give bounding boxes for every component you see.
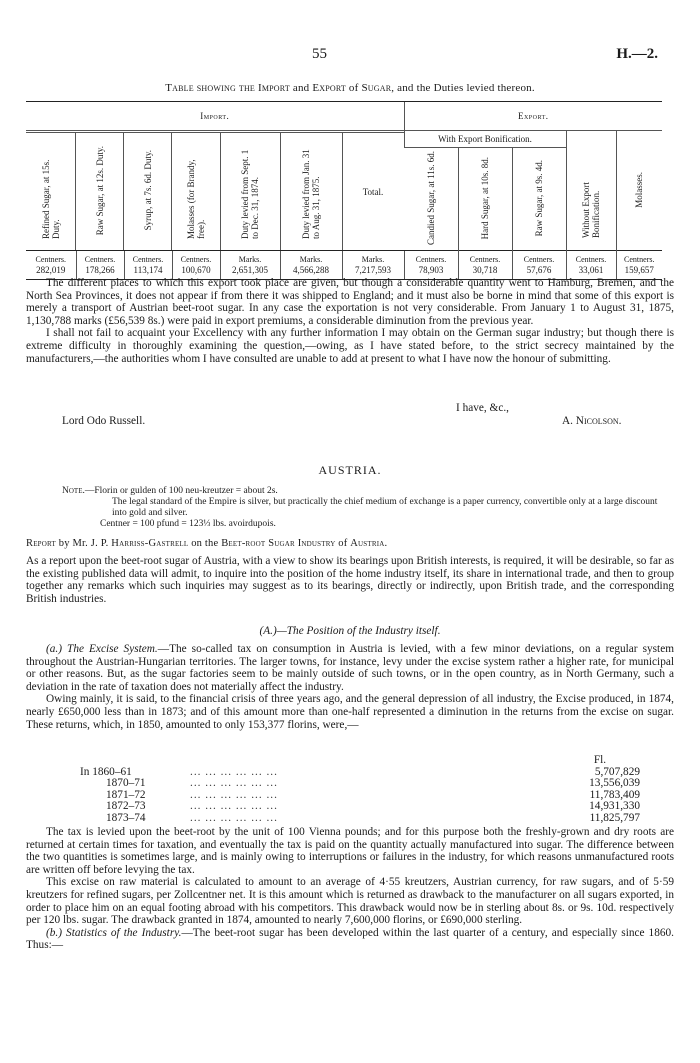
- col-total: Total.: [342, 133, 404, 251]
- body-paragraph: [26, 277, 674, 365]
- paragraph-tax-levied: The tax is levied upon the beet-root by the unit of 100 Vienna pounds; and for this purpose both the freshly-grown and dry roots are returned at certain times for taxation, and eventually the tax is paid on the quantity actually manufactured into sugar. The difference between the two quantities is sometimes large, and is mainly owing to interruptions or failures in the industry, for which reasons unmanufactured roots are written off before levying the tax.: [26, 826, 674, 876]
- note-label: Note.: [62, 486, 85, 496]
- table-cell: Marks. 4,566,288: [280, 251, 342, 280]
- with-bonification-header: With Export Bonification.: [404, 131, 566, 148]
- note-centner: Centner = 100 pfund = 123⅓ lbs. avoirdupois.: [100, 519, 276, 529]
- table-cell: Centners. 57,676: [512, 251, 566, 280]
- caption-rest: , and the Duties levied thereon.: [391, 82, 535, 94]
- table-row: 1872–73 ... ... ... ... ... ... 14,931,330: [106, 800, 640, 813]
- report-title: Report by Mr. J. P. Harriss-Gastrell on the Beet-root Sugar Industry of Austria.: [26, 538, 388, 549]
- col-molasses-brandy: Molasses (for Brandy, free).: [185, 158, 206, 239]
- caption-and: and: [289, 82, 313, 94]
- page-number: 55: [312, 46, 327, 62]
- col-candied-sugar: Candied Sugar, at 11s. 6d.: [425, 150, 436, 246]
- table-cell: Centners. 33,061: [566, 251, 616, 280]
- caption-export: Export: [312, 82, 346, 94]
- table-cell: Centners. 30,718: [458, 251, 512, 280]
- table-row: In 1860–61 ... ... ... ... ... ... 5,707,829: [80, 765, 640, 778]
- caption-text: Table showing the: [165, 82, 258, 94]
- paragraph-export-places: The different places to which this export took place are given, but though a considerable quantity went to Hamburg, Bremen, and the North Sea Provinces, it does not appear if from there it was shipped to England; and it must also be borne in mind that some of this export is merely a transport of Austrian beet-root sugar. In any case the exportation is not very considerable. From January 1 to August 31, 1875, 1,130,788 marks (£56,539 8s.) were paid in export premiums, a considerable diminution from the previous year.: [26, 277, 674, 327]
- import-column-headers: [26, 131, 404, 251]
- table-row: 1870–71 ... ... ... ... ... ... 13,556,039: [106, 777, 640, 790]
- paragraph-statistics: (b.) Statistics of the Industry.—The beet-root sugar has been developed within the last quarter of a century, and especially since 1860. Thus:—: [26, 926, 674, 952]
- table-row: 1871–72 ... ... ... ... ... ... 11,783,409: [106, 788, 640, 801]
- paragraph-drawback: This excise on raw material is calculated to amount to an average of 4·55 kreutzers, Austrian currency, for raw sugars, and of 5·59 kreutzers for refined sugars, per Zollcentner net. It is this amount which is returned as drawback to the manufacturer on all sugars exported, in order to place him on an equal footing abroad with his competitors. This drawback would now be in sterling about 8s. or 9s. 10d. respectively per 120 lbs. sugar. The drawback granted in 1874, amounted to nearly 7,600,000 florins, or £690,000 sterling.: [26, 876, 674, 927]
- table-row: 1873–74 ... ... ... ... ... ... 11,825,797: [106, 811, 640, 824]
- addressee: Lord Odo Russell.: [62, 415, 146, 427]
- table-cell: Marks. 2,651,305: [220, 251, 280, 280]
- col-syrup: Syrup, at 7s. 6d. Duty.: [142, 150, 153, 231]
- col-without-bonification: Without Export Bonification.: [581, 181, 601, 238]
- body-paragraph: [26, 555, 674, 605]
- table-cell: Marks. 7,217,593: [342, 251, 404, 280]
- currency-note: [62, 486, 662, 530]
- caption-sugar: Sugar: [361, 82, 392, 94]
- document-reference: H.—2.: [616, 46, 658, 62]
- body-paragraph: [26, 826, 674, 952]
- paragraph-further-information: I shall not fail to acquaint your Excellency with any further information I may obtain on the German sugar industry; but though there is extreme difficulty in thoroughly examining the question,—owing, as I have stated before, to the strict secrecy maintained by the manufacturers,—the authorities whom I have consulted are unable to add at present to what I have now the honour of submitting.: [26, 327, 674, 365]
- col-refined-sugar: Refined Sugar, at 15s. Duty.: [40, 159, 61, 239]
- table-cell: Centners. 78,903: [404, 251, 458, 280]
- col-duty-1875: Duty levied from Jan. 31 to Aug. 31, 1875.: [301, 148, 322, 239]
- section-heading-austria: AUSTRIA.: [318, 463, 382, 477]
- paragraph-excise-system: (a.) The Excise System.—The so-called tax on consumption in Austria is levied, with a few minor deviations, on a regular system throughout the Austrian-Hungarian territories. The larger towns, for instance, levy under the excise system rather a higher rate, for municipal or other reasons. But, as the sugar factories seem to be mainly outside of such towns, or in the open country, as in North Germany, such a deviation in the rate of taxation does not materially affect the industry.: [26, 643, 674, 693]
- excise-unit: Fl.: [593, 754, 607, 766]
- paragraph-financial-crisis: Owing mainly, it is said, to the financial crisis of three years ago, and the general depression of all industry, the Excise produced, in 1874, nearly £650,000 less than in 1873; and of this amount more than one-half represented a diminution in the returns from the excise on sugar. These returns, which, in 1850, amounted to only 153,377 florins, were,—: [26, 693, 674, 731]
- col-duty-1874: Duty levied from Sept. 1 to Dec. 31, 1874.: [240, 149, 261, 239]
- note-florin: —Florin or gulden of 100 neu-kreutzer = about 2s.: [84, 486, 278, 496]
- export-header: Export.: [404, 102, 662, 131]
- table-cell: Centners. 159,657: [616, 251, 662, 280]
- caption-import: Import: [257, 82, 290, 94]
- table-cell: Centners. 113,174: [124, 251, 172, 280]
- caption-of: of: [345, 82, 362, 94]
- col-hard-sugar: Hard Sugar, at 10s. 8d.: [480, 156, 490, 240]
- col-molasses: Molasses.: [634, 171, 645, 208]
- note-standard: The legal standard of the Empire is silver, but practically the chief medium of exchange is a paper currency, convertible only at a large discount into gold and silver.: [112, 497, 658, 518]
- sugar-trade-table: [26, 101, 662, 280]
- signature: A. Nicolson.: [562, 415, 622, 427]
- table-cell: Centners. 282,019: [26, 251, 76, 280]
- closing: I have, &c.,: [456, 402, 510, 414]
- table-caption: [0, 82, 700, 94]
- section-a-heading: (A.)—The Position of the Industry itself.: [259, 625, 441, 637]
- col-raw-sugar: Raw Sugar, at 12s. Duty.: [94, 145, 105, 236]
- body-paragraph: [26, 643, 674, 731]
- import-header: Import.: [26, 102, 404, 131]
- excise-returns-table: [80, 754, 640, 824]
- paragraph-report-intro: As a report upon the beet-root sugar of Austria, with a view to show its bearings upon British interests, is required, it will be desirable, so far as the existing published data will admit, to inquire into the position of the home industry itself, its share in international trade, and then to group together any remarks which such inquiries may suggest as to its bearings, directly or indirectly, upon British trade, and the corresponding British industries.: [26, 555, 674, 605]
- table-cell: Centners. 100,670: [172, 251, 220, 280]
- table-cell: Centners. 178,266: [76, 251, 124, 280]
- table-row: [26, 251, 662, 280]
- col-raw-sugar-export: Raw Sugar, at 9s. 4d.: [534, 159, 544, 237]
- page-header: [0, 46, 700, 66]
